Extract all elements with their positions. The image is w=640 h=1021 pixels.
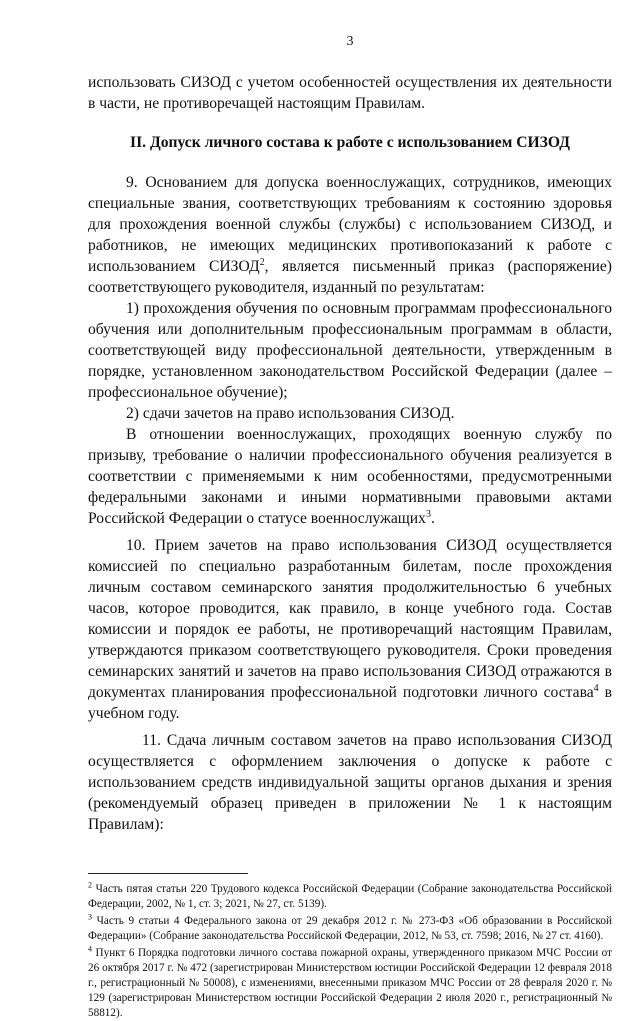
list-item-2: 2) сдачи зачетов на право использования СИЗОД. [126,405,455,422]
military-note: В отношении военнослужащих, проходящих военную службу по призыву, требование о наличии профессионального обучения реализуется в соответствии с применяемыми к ним особенностями, предусмотренными федеральными законами и иными нормативными правовыми актами Российской Федерации о статусе военнослужащих$^3$. [88,426,612,527]
footnote-4 [88,946,612,1021]
intro-paragraph: использовать СИЗОД с учетом особенностей осуществления их деятельности в части, не противоречащей настоящим Правилам. [88,74,612,112]
footnote-text: Пункт 6 Порядка подготовки личного состава пожарной охраны, утвержденного приказом МЧС России от 26 октября 2017 г. № 472 (зарегистрирован Министерством юстиции Российской Федерации 12 февраля 2018 г., регистрационный № 50008), с изменениями, внесенными приказом МЧС России от 28 февраля 2020 г. № 129 (зарегистрирован Министерством юстиции Российской Федерации 2 июля 2020 г., регистрационный № 58812). [88,947,613,1019]
footnote-separator [88,873,248,874]
footnote-ref-4: 4 [593,682,599,694]
page-number: 3 [346,34,354,49]
paragraph-10-text: 10. Прием зачетов на право использования СИЗОД осуществляется комиссией по специально разработанным билетам, после прохождения личным составом семинарского занятия продолжительностью 6 учебных часов, которое проводится, как правило, в конце учебного года. Состав комиссии и порядок ее работы, не противоречащий настоящим Правилам, утверждаются приказом соответствующего руководителя. Сроки проведения семинарских занятий и зачетов на право использования СИЗОД отражаются в документах планирования профессиональной подготовки личного состава [88,537,612,701]
list-item-1: 1) прохождения обучения по основным программам профессионального обучения или дополнительным профессиональным программам в области, соответствующей виду профессиональной деятельности, утвержденным в порядке, установленном законодательством Российской Федерации (далее – профессиональное обучение); [88,300,612,401]
footnote-ref-3: 3 [425,508,431,520]
paragraph-9-tail: , является письменный приказ (распоряжение) соответствующего руководителя, изданный по результатам: [88,258,613,296]
military-note-text: В отношении военнослужащих, проходящих военную службу по призыву, требование о наличии профессионального обучения реализуется в соответствии с применяемыми к ним особенностями, предусмотренными федеральными законами и иными нормативными правовыми актами Российской Федерации о статусе военнослужащих [88,426,612,527]
section-title: II. Допуск личного состава к работе с использованием СИЗОД [130,134,570,151]
footnotes [88,882,612,1021]
paragraph-9-text: 9. Основанием для допуска военнослужащих, сотрудников, имеющих специальные звания, соответствующих требованиям к состоянию здоровья для прохождения военной службы (службы) с использованием СИЗОД, и работников, не имеющих медицинских противопоказаний к работе с использованием СИЗОД [88,174,612,275]
footnote-text: Часть 9 статьи 4 Федерального закона от 29 декабря 2012 г. № 273-ФЗ «Об образовании в Российской Федерации» (Собрание законодательства Российской Федерации, 2012, № 53, ст. 7598; 2016, № 27 ст. 4160). [88,915,612,942]
footnote-2 [88,882,612,912]
footnote-number: 3 [88,912,92,922]
footnote-ref-2: 2 [259,256,265,268]
footnote-number: 4 [88,944,92,954]
footnote-text: Часть пятая статьи 220 Трудового кодекса Российской Федерации (Собрание законодательства Российской Федерации, 2002, № 1, ст. 3; 2021, № 27, ст. 5139). [88,883,612,910]
paragraph-10 [88,535,612,724]
paragraph-9 [88,172,612,298]
paragraph-10-tail: в учебном году. [88,684,612,722]
footnote-3 [88,914,612,944]
paragraph-11: 11. Сдача личным составом зачетов на право использования СИЗОД осуществляется с оформлением заключения о допуске к работе с использованием средств индивидуальной защиты органов дыхания и зрения (рекомендуемый образец приведен в приложении № 1 к настоящим Правилам): [88,732,612,833]
footnote-number: 2 [88,880,92,890]
